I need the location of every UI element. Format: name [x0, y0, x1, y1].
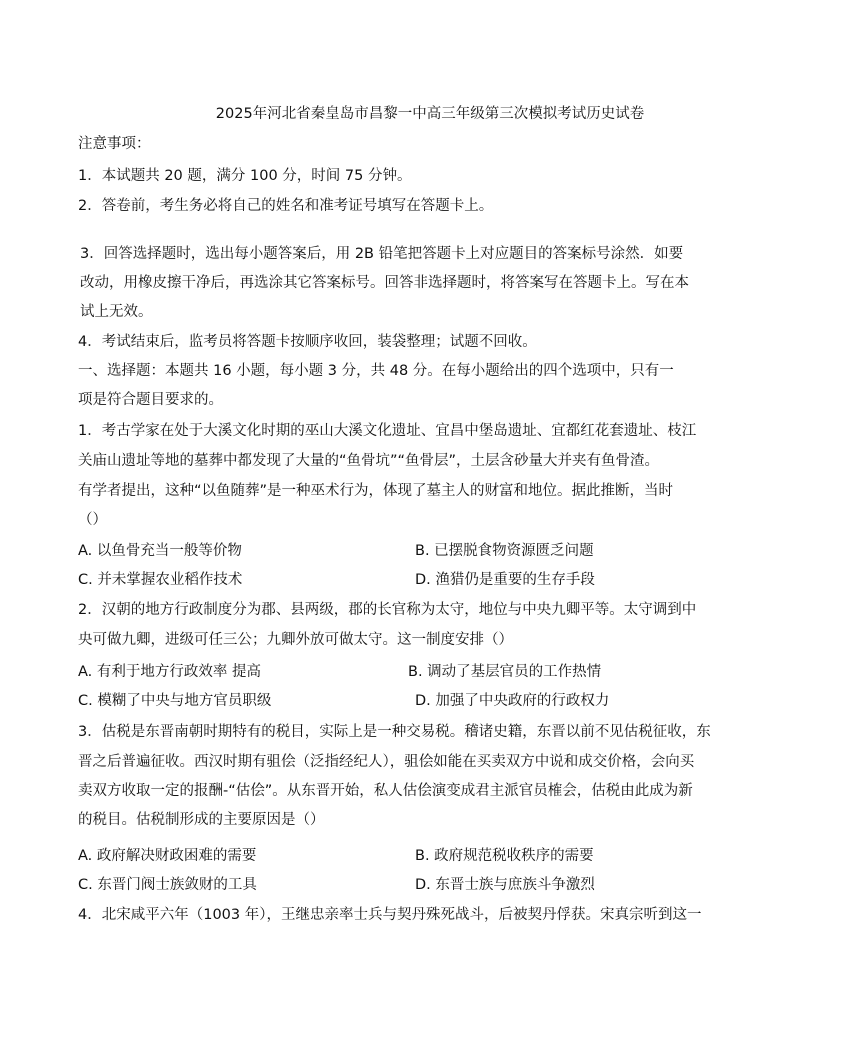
- option-a[interactable]: A. 有利于地方行政效率 提高: [78, 664, 261, 680]
- notice-item: 4．考试结束后，监考员将答题卡按顺序收回，装袋整理；试题不回收。: [78, 334, 537, 350]
- exam-title: 2025年河北省秦皇岛市昌黎一中高三年级第三次模拟考试历史试卷: [215, 106, 645, 122]
- option-b[interactable]: B. 政府规范税收秩序的需要: [415, 848, 594, 864]
- section-heading: 一、选择题：本题共 16 小题，每小题 3 分，共 48 分。在每小题给出的四个选项中，只有一: [78, 363, 674, 379]
- question-stem: 3．估税是东晋南朝时期特有的税目，实际上是一种交易税。稽诸史籍，东晋以前不见估税征收，东: [78, 724, 711, 740]
- option-c[interactable]: C. 东晋门阀士族敛财的工具: [78, 877, 257, 893]
- question-stem: 4．北宋咸平六年（1003 年），王继忠亲率士兵与契丹殊死战斗，后被契丹俘获。宋真宗听到这一: [78, 907, 702, 923]
- option-c[interactable]: C. 并未掌握农业稻作技术: [78, 572, 243, 588]
- question-stem: 2．汉朝的地方行政制度分为郡、县两级，郡的长官称为太守，地位与中央九卿平等。太守调到中: [78, 602, 697, 618]
- option-c[interactable]: C. 模糊了中央与地方官员职级: [78, 693, 272, 709]
- question-stem: 卖双方收取一定的报酬-“估侩”。从东晋开始，私人估侩演变成君主派官员榷会，估税由此成为新: [78, 783, 693, 799]
- notice-item: 改动，用橡皮擦干净后，再选涂其它答案标号。回答非选择题时，将答案写在答题卡上。写在本: [80, 275, 689, 291]
- option-a[interactable]: A. 政府解决财政困难的需要: [78, 848, 257, 864]
- option-d[interactable]: D. 渔猎仍是重要的生存手段: [415, 572, 595, 588]
- option-b[interactable]: B. 调动了基层官员的工作热情: [408, 664, 602, 680]
- question-stem: 晋之后普遍征收。西汉时期有驵侩（泛指经纪人），驵侩如能在买卖双方中说和成交价格，会向买: [78, 754, 695, 770]
- question-stem: （）: [78, 512, 107, 528]
- notice-item: 1．本试题共 20 题，满分 100 分，时间 75 分钟。: [78, 168, 412, 184]
- question-stem: 央可做九卿，进级可任三公；九卿外放可做太守。这一制度安排（）: [78, 632, 513, 648]
- question-stem: 1．考古学家在处于大溪文化时期的巫山大溪文化遗址、宜昌中堡岛遗址、宜都红花套遗址、枝江: [78, 423, 697, 439]
- notice-heading: 注意事项：: [78, 136, 151, 152]
- option-d[interactable]: D. 加强了中央政府的行政权力: [415, 693, 610, 709]
- question-stem: 有学者提出，这种“以鱼随葬”是一种巫术行为，体现了墓主人的财富和地位。据此推断，当时: [78, 483, 674, 499]
- option-d[interactable]: D. 东晋士族与庶族斗争激烈: [415, 877, 595, 893]
- question-stem: 的税目。估税制形成的主要原因是（）: [78, 812, 325, 828]
- option-a[interactable]: A. 以鱼骨充当一般等价物: [78, 543, 242, 559]
- notice-item: 试上无效。: [80, 304, 153, 320]
- question-stem: 关庙山遗址等地的墓葬中都发现了大量的“鱼骨坑”“鱼骨层”，土层含砂量大并夹有鱼骨渣。: [78, 453, 660, 469]
- notice-item: 2．答卷前，考生务必将自己的姓名和准考证号填写在答题卡上。: [78, 198, 494, 214]
- option-b[interactable]: B. 已摆脱食物资源匮乏问题: [415, 543, 594, 559]
- notice-item: 3．回答选择题时，选出每小题答案后，用 2B 铅笔把答题卡上对应题目的答案标号涂然．如要: [80, 246, 684, 262]
- section-heading: 项是符合题目要求的。: [78, 392, 223, 408]
